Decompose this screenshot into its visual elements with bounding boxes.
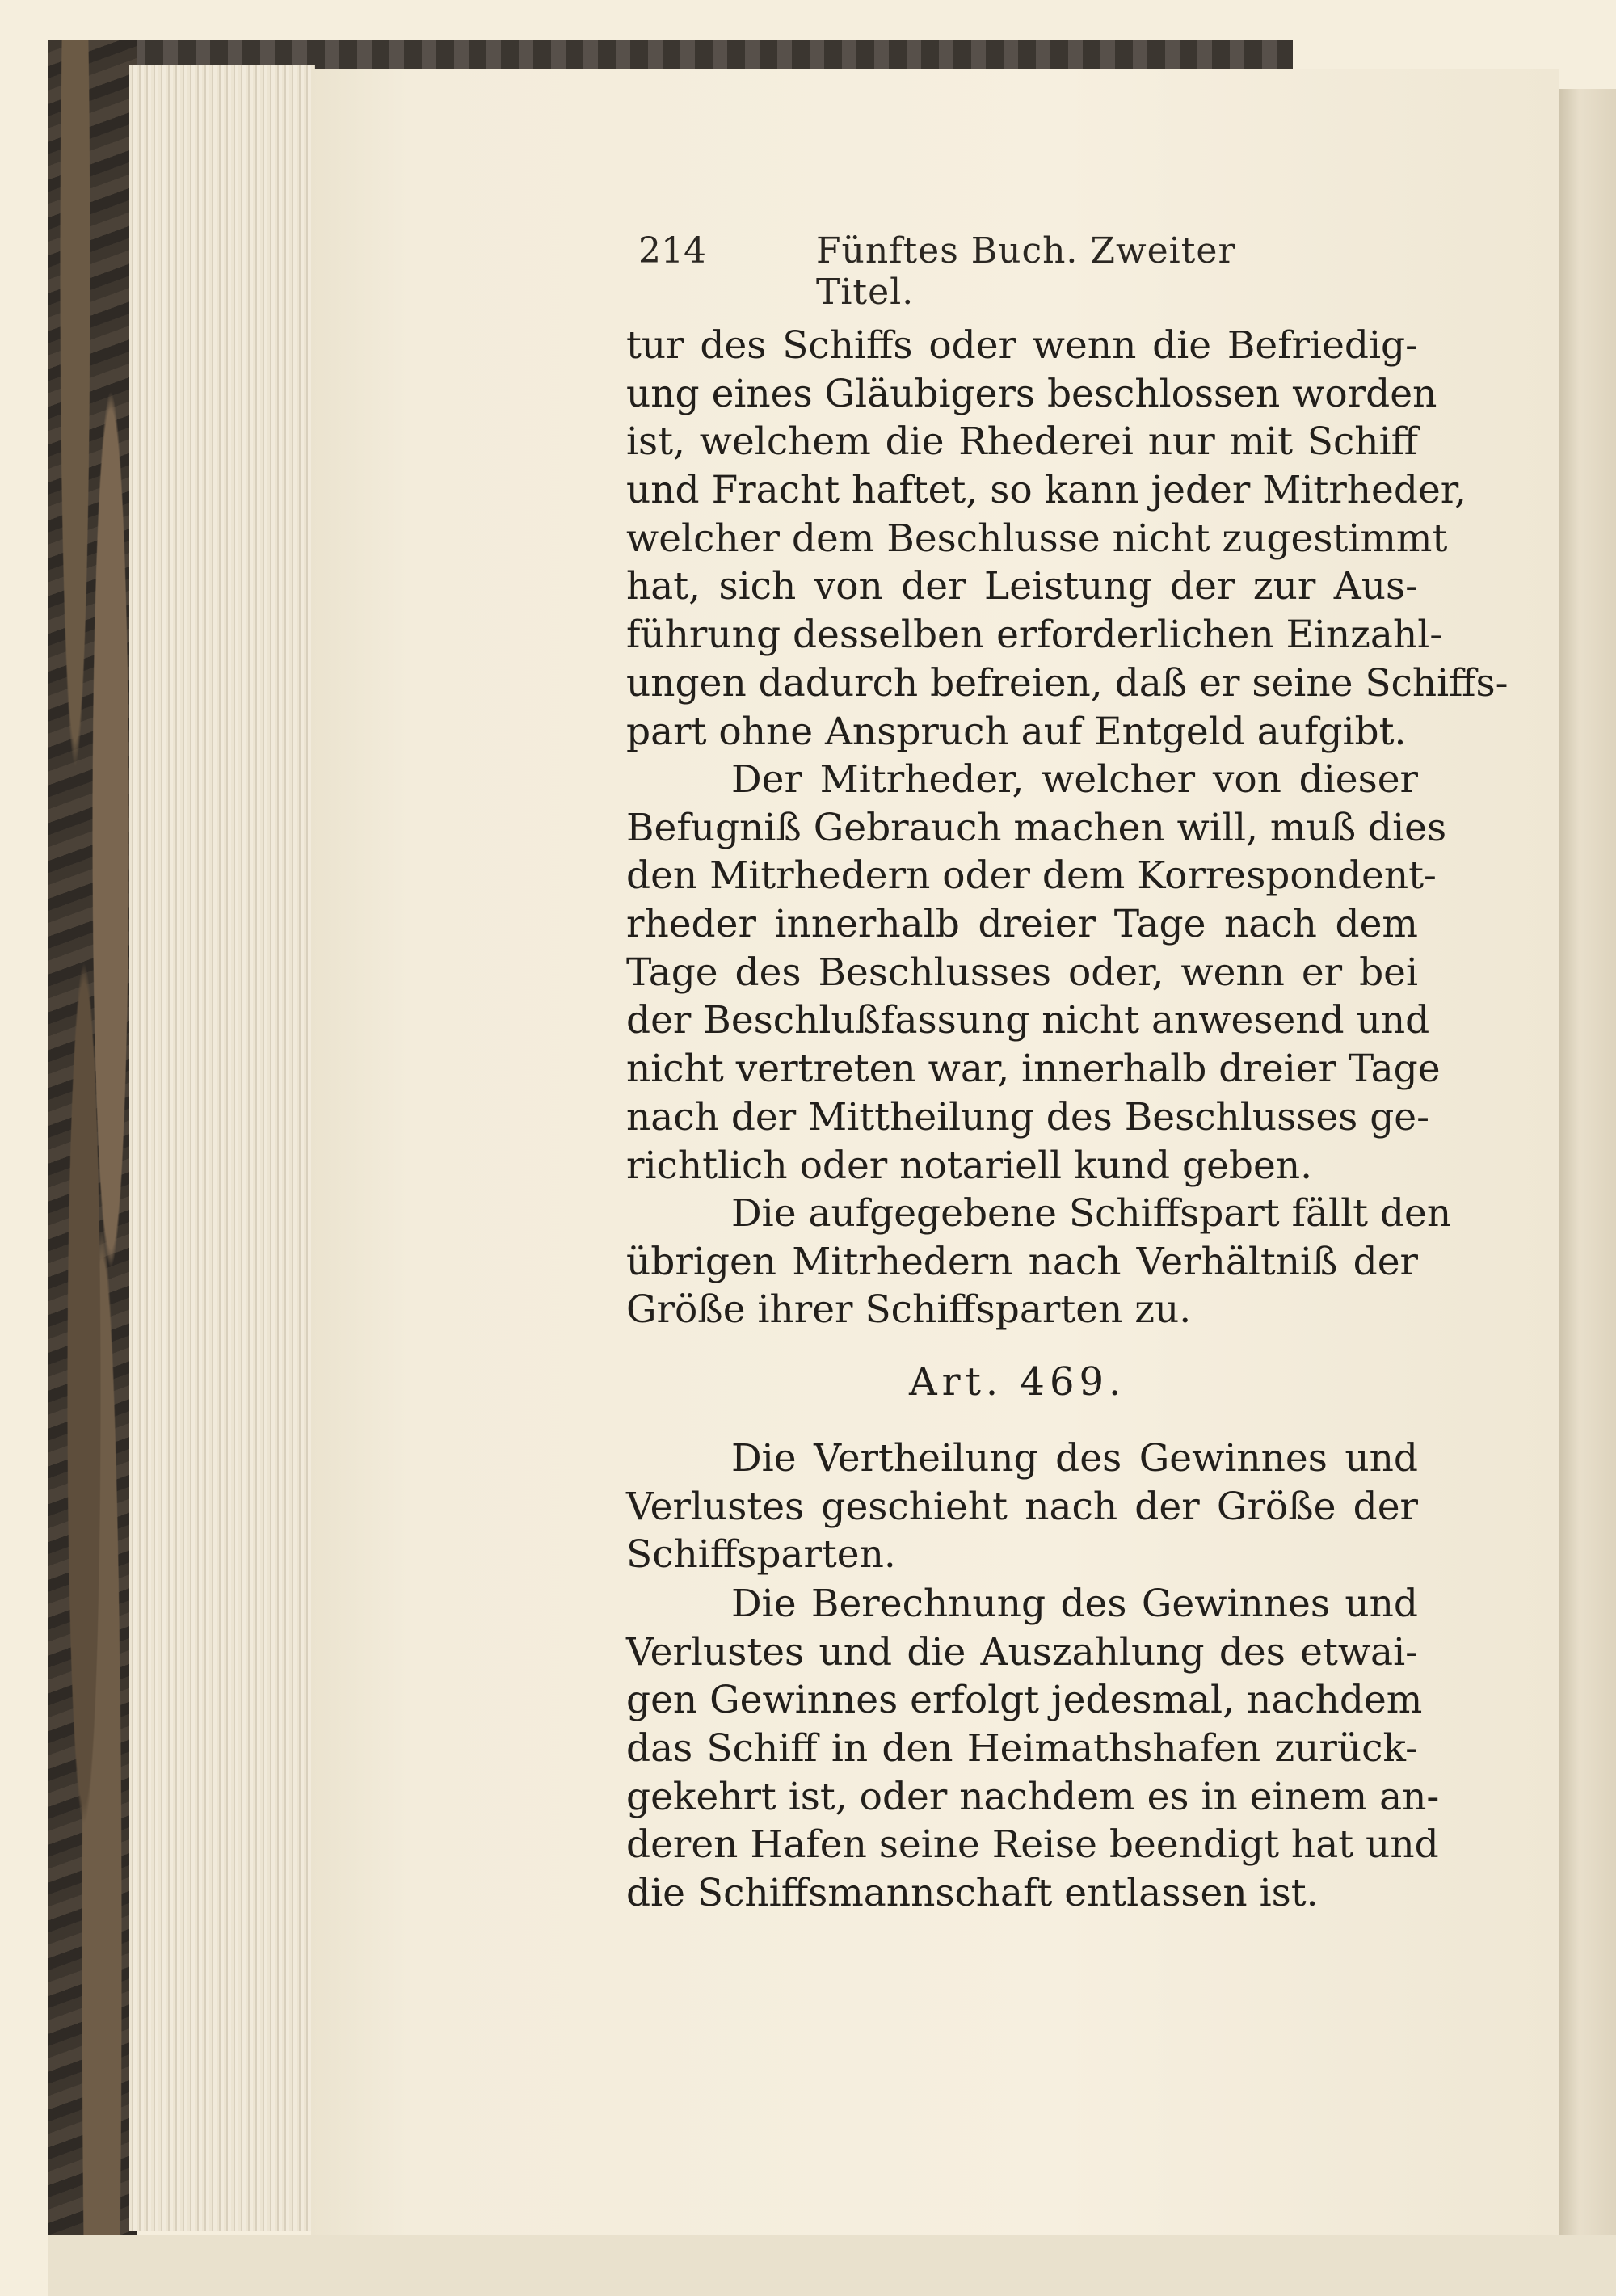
- text-line: ist, welchem die Rhederei nur mit Schiff: [626, 419, 1418, 465]
- text-line: hat, sich von der Leistung der zur Aus-: [626, 564, 1418, 609]
- paragraph-notice: [626, 756, 1447, 1190]
- text-line: rheder innerhalb dreier Tage nach dem: [626, 902, 1418, 947]
- text-line: die Schiffsmannschaft entlassen ist.: [626, 1871, 1319, 1916]
- paragraph-share: [626, 1190, 1452, 1334]
- page-edges: [129, 65, 315, 2231]
- paragraph-distribution: [626, 1434, 1418, 1579]
- article-heading: Art. 469.: [909, 1359, 1126, 1405]
- text-line: Größe ihrer Schiffsparten zu.: [626, 1287, 1192, 1333]
- facing-page-edge: [1555, 89, 1616, 2271]
- text-line: deren Hafen seine Reise beendigt hat und: [626, 1822, 1439, 1868]
- paragraph-calculation: [626, 1580, 1440, 1918]
- marbled-cover: [48, 40, 137, 2295]
- text-line: den Mitrhedern oder dem Korrespondent-: [626, 853, 1437, 899]
- text-line: ung eines Gläubigers beschlossen worden: [626, 371, 1437, 416]
- text-line: das Schiff in den Heimathshafen zurück-: [626, 1726, 1418, 1772]
- text-line: Der Mitrheder, welcher von dieser: [731, 757, 1418, 802]
- text-line: Befugniß Gebrauch machen will, muß dies: [626, 805, 1447, 850]
- text-line: der Beschlußfassung nicht anwesend und: [626, 998, 1430, 1043]
- running-header: [638, 230, 1325, 313]
- text-line: nach der Mittheilung des Beschlusses ge-: [626, 1094, 1429, 1140]
- text-line: Tage des Beschlusses oder, wenn er bei: [626, 950, 1418, 995]
- text-line: und Fracht haftet, so kann jeder Mitrheder,: [626, 468, 1467, 513]
- page-number: 214: [638, 230, 706, 272]
- running-title: Fünftes Buch. Zweiter Titel.: [816, 230, 1236, 313]
- text-line: Verlustes geschieht nach der Größe der: [626, 1484, 1418, 1529]
- text-line: Schiffsparten.: [626, 1532, 896, 1578]
- text-line: welcher dem Beschlusse nicht zugestimmt: [626, 516, 1448, 561]
- text-line: nicht vertreten war, innerhalb dreier Tage: [626, 1047, 1441, 1092]
- text-line: übrigen Mitrhedern nach Verhältniß der: [626, 1239, 1418, 1284]
- text-line: gen Gewinnes erfolgt jedesmal, nachdem: [626, 1678, 1423, 1723]
- text-line: Die Berechnung des Gewinnes und: [731, 1582, 1418, 1626]
- text-line: Die Vertheilung des Gewinnes und: [731, 1436, 1418, 1481]
- bottom-margin: [48, 2235, 1616, 2296]
- text-line: Verlustes und die Auszahlung des etwai-: [626, 1629, 1418, 1675]
- text-line: gekehrt ist, oder nachdem es in einem an-: [626, 1774, 1440, 1819]
- text-line: führung desselben erforderlichen Einzahl-: [626, 613, 1443, 658]
- text-line: part ohne Anspruch auf Entgeld aufgibt.: [626, 709, 1407, 754]
- text-line: ungen dadurch befreien, daß er seine Schiffs-: [626, 660, 1509, 706]
- paragraph-continuation: [626, 322, 1509, 756]
- text-line: Die aufgegebene Schiffspart fällt den: [731, 1191, 1452, 1236]
- text-line: richtlich oder notariell kund geben.: [626, 1143, 1313, 1188]
- text-line: tur des Schiffs oder wenn die Befriedig-: [626, 323, 1418, 368]
